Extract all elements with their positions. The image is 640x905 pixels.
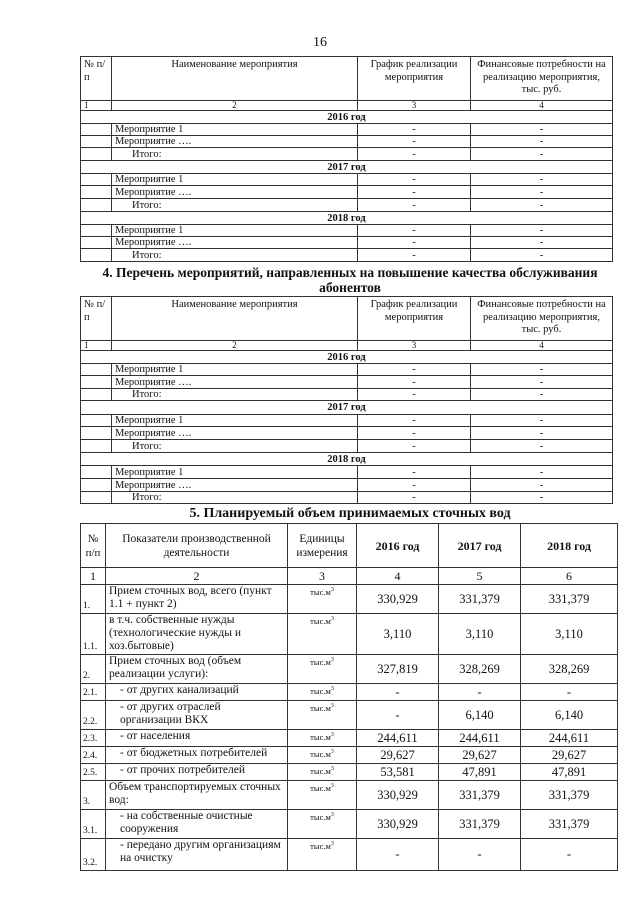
value-2017: 328,269 <box>439 655 521 684</box>
header-2017: 2017 год <box>439 524 521 568</box>
measure-name: Мероприятие 1 <box>112 415 358 427</box>
total-label: Итого: <box>112 148 358 161</box>
col-number: 3 <box>358 101 471 111</box>
header-no: № п/п <box>81 57 112 101</box>
schedule-cell: - <box>358 124 471 136</box>
schedule-cell: - <box>358 225 471 237</box>
header-schedule: График реализации мероприятия <box>358 297 471 341</box>
row-number: 2. <box>81 655 106 684</box>
measure-name: Мероприятие …. <box>112 427 358 440</box>
col-number: 4 <box>357 568 439 585</box>
row-number: 2.5. <box>81 764 106 781</box>
row-number: 2.3. <box>81 730 106 747</box>
col-number: 5 <box>439 568 521 585</box>
wastewater-volume-table <box>80 523 618 871</box>
value-2016: 53,581 <box>357 764 439 781</box>
value-2017: 331,379 <box>439 810 521 839</box>
value-2016: 3,110 <box>357 614 439 655</box>
section5-title: 5. Планируемый объем принимаемых сточных вод <box>189 506 511 521</box>
measures-table-section3 <box>80 56 613 262</box>
schedule-cell: - <box>358 174 471 186</box>
unit-cell: $тыс.м^3$ <box>288 655 357 684</box>
row-number: 2.2. <box>81 701 106 730</box>
value-2018: - <box>521 684 618 701</box>
finance-cell: - <box>471 225 613 237</box>
value-2018: 244,611 <box>521 730 618 747</box>
year-row: 2018 год <box>81 453 613 466</box>
schedule-cell: - <box>358 136 471 148</box>
value-2017: 47,891 <box>439 764 521 781</box>
row-label: Прием сточных вод, всего (пункт 1.1 + пункт 2) <box>106 585 288 614</box>
row-label: в т.ч. собственные нужды (технологические нужды и хоз.бытовые) <box>106 614 288 655</box>
finance-cell: - <box>471 124 613 136</box>
value-2018: - <box>521 839 618 871</box>
schedule-cell: - <box>358 466 471 479</box>
finance-cell: - <box>471 174 613 186</box>
year-row: 2017 год <box>81 401 613 415</box>
row-label: - от других канализаций <box>106 684 288 701</box>
measure-name: Мероприятие …. <box>112 237 358 249</box>
col-number: 2 <box>112 341 358 351</box>
row-number: 3. <box>81 781 106 810</box>
col-number: 3 <box>288 568 357 585</box>
value-2016: 29,627 <box>357 747 439 764</box>
finance-cell: - <box>471 389 613 401</box>
value-2017: 331,379 <box>439 781 521 810</box>
row-label: Объем транспортируемых сточных вод: <box>106 781 288 810</box>
row-number: 3.2. <box>81 839 106 871</box>
measure-name: Мероприятие …. <box>112 479 358 492</box>
measure-name: Мероприятие …. <box>112 186 358 199</box>
header-2016: 2016 год <box>357 524 439 568</box>
value-2018: 47,891 <box>521 764 618 781</box>
table-row <box>81 810 618 839</box>
header-schedule: График реализации мероприятия <box>358 57 471 101</box>
value-2016: - <box>357 701 439 730</box>
table-row <box>81 839 618 871</box>
total-label: Итого: <box>112 389 358 401</box>
row-number: 3.1. <box>81 810 106 839</box>
measure-name: Мероприятие 1 <box>112 225 358 237</box>
table-row <box>81 747 618 764</box>
row-label: - на собственные очистные сооружения <box>106 810 288 839</box>
schedule-cell: - <box>358 148 471 161</box>
finance-cell: - <box>471 479 613 492</box>
total-label: Итого: <box>112 492 358 504</box>
value-2016: - <box>357 839 439 871</box>
year-row: 2016 год <box>81 111 613 124</box>
col-number: 4 <box>471 341 613 351</box>
schedule-cell: - <box>358 186 471 199</box>
value-2017: 244,611 <box>439 730 521 747</box>
header-indicator: Показатели производственной деятельности <box>106 524 288 568</box>
row-number: 2.1. <box>81 684 106 701</box>
schedule-cell: - <box>358 249 471 262</box>
value-2016: - <box>357 684 439 701</box>
table-row <box>81 730 618 747</box>
unit-cell: $тыс.м^3$ <box>288 781 357 810</box>
unit-cell: $тыс.м^3$ <box>288 684 357 701</box>
section4-title-line1: 4. Перечень мероприятий, направленных на повышение качества обслуживания <box>102 265 598 280</box>
value-2016: 244,611 <box>357 730 439 747</box>
measure-name: Мероприятие 1 <box>112 174 358 186</box>
col-number: 2 <box>112 101 358 111</box>
row-label: Прием сточных вод (объем реализации услуги): <box>106 655 288 684</box>
total-label: Итого: <box>112 199 358 212</box>
schedule-cell: - <box>358 364 471 376</box>
measure-name: Мероприятие 1 <box>112 364 358 376</box>
schedule-cell: - <box>358 479 471 492</box>
finance-cell: - <box>471 148 613 161</box>
value-2018: 29,627 <box>521 747 618 764</box>
value-2016: 330,929 <box>357 781 439 810</box>
table-row <box>81 614 618 655</box>
year-row: 2017 год <box>81 161 613 174</box>
measure-name: Мероприятие 1 <box>112 124 358 136</box>
header-finance: Финансовые потребности на реализацию мероприятия, тыс. руб. <box>471 57 613 101</box>
finance-cell: - <box>471 136 613 148</box>
col-number: 1 <box>81 341 112 351</box>
schedule-cell: - <box>358 237 471 249</box>
table-row <box>81 684 618 701</box>
row-number: 2.4. <box>81 747 106 764</box>
value-2016: 327,819 <box>357 655 439 684</box>
value-2016: 330,929 <box>357 585 439 614</box>
header-name: Наименование мероприятия <box>112 57 358 101</box>
section4-title-line2: абонентов <box>319 280 381 295</box>
unit-cell: $тыс.м^3$ <box>288 614 357 655</box>
unit-cell: $тыс.м^3$ <box>288 764 357 781</box>
table-row <box>81 764 618 781</box>
value-2018: 6,140 <box>521 701 618 730</box>
header-unit: Единицы измерения <box>288 524 357 568</box>
finance-cell: - <box>471 364 613 376</box>
value-2017: 331,379 <box>439 585 521 614</box>
value-2017: 6,140 <box>439 701 521 730</box>
row-label: - от прочих потребителей <box>106 764 288 781</box>
col-number: 1 <box>81 101 112 111</box>
header-2018: 2018 год <box>521 524 618 568</box>
schedule-cell: - <box>358 199 471 212</box>
col-number: 2 <box>106 568 288 585</box>
header-finance: Финансовые потребности на реализацию мероприятия, тыс. руб. <box>471 297 613 341</box>
value-2018: 3,110 <box>521 614 618 655</box>
value-2017: 29,627 <box>439 747 521 764</box>
finance-cell: - <box>471 186 613 199</box>
year-row: 2018 год <box>81 212 613 225</box>
schedule-cell: - <box>358 415 471 427</box>
header-name: Наименование мероприятия <box>112 297 358 341</box>
unit-cell: $тыс.м^3$ <box>288 701 357 730</box>
unit-cell: $тыс.м^3$ <box>288 747 357 764</box>
schedule-cell: - <box>358 389 471 401</box>
row-label: - передано другим организациям на очистку <box>106 839 288 871</box>
finance-cell: - <box>471 199 613 212</box>
table-row <box>81 655 618 684</box>
measure-name: Мероприятие …. <box>112 136 358 148</box>
header-no: № п/п <box>81 297 112 341</box>
unit-cell: $тыс.м^3$ <box>288 585 357 614</box>
total-label: Итого: <box>112 440 358 453</box>
finance-cell: - <box>471 249 613 262</box>
value-2018: 331,379 <box>521 585 618 614</box>
schedule-cell: - <box>358 492 471 504</box>
finance-cell: - <box>471 237 613 249</box>
row-number: 1. <box>81 585 106 614</box>
schedule-cell: - <box>358 427 471 440</box>
finance-cell: - <box>471 492 613 504</box>
measure-name: Мероприятие …. <box>112 376 358 389</box>
finance-cell: - <box>471 440 613 453</box>
total-label: Итого: <box>112 249 358 262</box>
row-label: - от других отраслей организации ВКХ <box>106 701 288 730</box>
col-number: 6 <box>521 568 618 585</box>
table-row <box>81 781 618 810</box>
schedule-cell: - <box>358 440 471 453</box>
unit-cell: $тыс.м^3$ <box>288 810 357 839</box>
unit-cell: $тыс.м^3$ <box>288 730 357 747</box>
row-number: 1.1. <box>81 614 106 655</box>
unit-cell: $тыс.м^3$ <box>288 839 357 871</box>
finance-cell: - <box>471 466 613 479</box>
table-row <box>81 701 618 730</box>
header-no: № п/п <box>81 524 106 568</box>
page-number: 16 <box>313 35 327 50</box>
value-2016: 330,929 <box>357 810 439 839</box>
finance-cell: - <box>471 376 613 389</box>
finance-cell: - <box>471 427 613 440</box>
schedule-cell: - <box>358 376 471 389</box>
value-2017: - <box>439 684 521 701</box>
col-number: 1 <box>81 568 106 585</box>
value-2018: 328,269 <box>521 655 618 684</box>
value-2017: - <box>439 839 521 871</box>
value-2018: 331,379 <box>521 781 618 810</box>
year-row: 2016 год <box>81 351 613 364</box>
finance-cell: - <box>471 415 613 427</box>
table-row <box>81 585 618 614</box>
col-number: 4 <box>471 101 613 111</box>
measure-name: Мероприятие 1 <box>112 466 358 479</box>
value-2018: 331,379 <box>521 810 618 839</box>
row-label: - от бюджетных потребителей <box>106 747 288 764</box>
row-label: - от населения <box>106 730 288 747</box>
measures-table-section4 <box>80 296 613 504</box>
col-number: 3 <box>358 341 471 351</box>
value-2017: 3,110 <box>439 614 521 655</box>
